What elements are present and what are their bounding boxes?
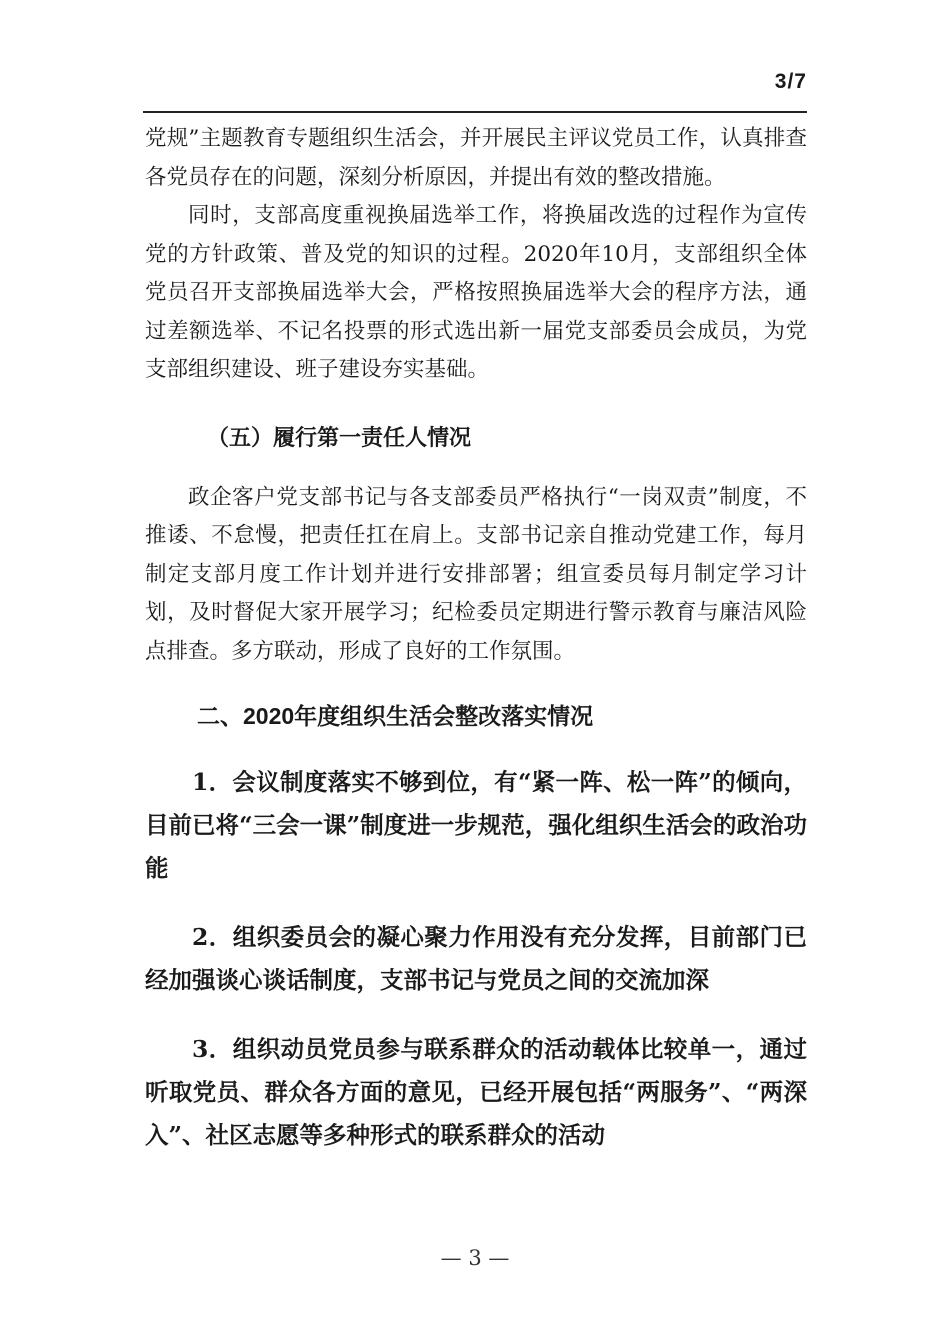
sub-heading-responsibility: （五）履行第一责任人情况: [207, 424, 472, 451]
document-body: [145, 120, 807, 1157]
paragraph-responsibility: 政企客户党支部书记与各支部委员严格执行“一岗双责”制度，不推诿、不怠慢，把责任扛在肩上。支部书记亲自推动党建工作，每月制定支部月度工作计划并进行安排部署；组宣委员每月制定学习计划，及时督促大家开展学习；纪检委员定期进行警示教育与廉洁风险点排查。多方联动，形成了良好的工作氛围。: [145, 484, 807, 664]
section-heading-rectification: 二、2020年度组织生活会整改落实情况: [197, 703, 594, 729]
footer-page-number: — 3 —: [440, 1246, 510, 1270]
paragraph-election: 同时，支部高度重视换届选举工作，将换届改选的过程作为宣传党的方针政策、普及党的知识的过程。2020年10月，支部组织全体党员召开支部换届选举大会，严格按照换届选举大会的程序方法，通过差额选举、不记名投票的形式选出新一届党支部委员会成员，为党支部组织建设、班子建设夯实基础。: [145, 203, 807, 382]
rectification-item-1: 1．会议制度落实不够到位，有“紧一阵、松一阵”的倾向，目前已将“三会一课”制度进一步规范，强化组织生活会的政治功能: [145, 768, 807, 882]
paragraph-continued: 党规”主题教育专题组织生活会，并开展民主评议党员工作，认真排查各党员存在的问题，深刻分析原因，并提出有效的整改措施。: [145, 126, 807, 190]
rectification-item-2: 2．组织委员会的凝心聚力作用没有充分发挥，目前部门已经加强谈心谈话制度，支部书记与党员之间的交流加深: [145, 923, 807, 994]
page-indicator: 3/7: [774, 70, 807, 93]
rectification-item-3: 3．组织动员党员参与联系群众的活动载体比较单一，通过听取党员、群众各方面的意见，已经开展包括“两服务”、“两深入”、社区志愿等多种形式的联系群众的活动: [145, 1035, 807, 1149]
header-rule: [143, 111, 807, 113]
